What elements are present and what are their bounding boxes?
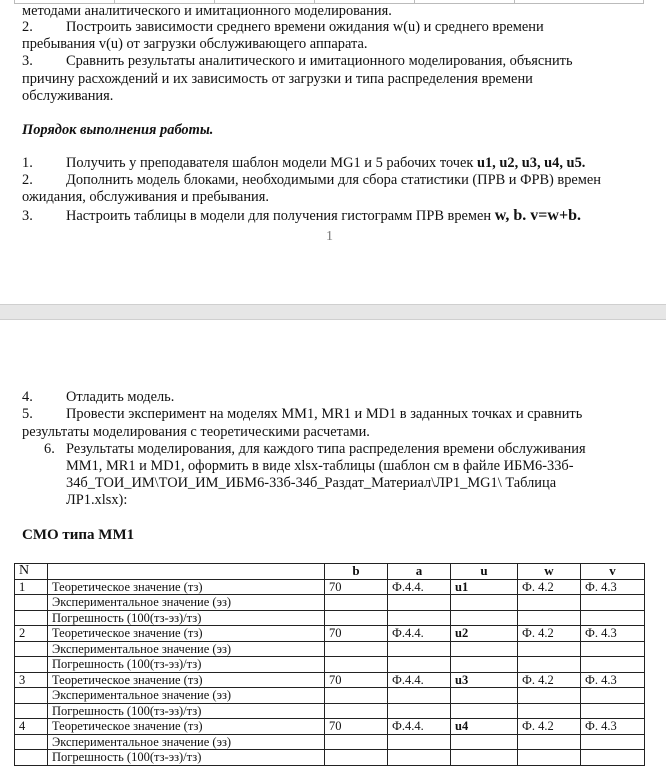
page-number: 1 [326,229,333,244]
step-1: 1. Получить у преподавателя шаблон модели MG1 и 5 рабочих точек u1, u2, u3, u4, u5. [22,155,586,171]
cell-w: Ф. 4.2 [518,672,581,688]
cell-empty [518,595,581,611]
cell-empty [518,734,581,750]
cell-empty [451,610,518,626]
table-row [15,595,645,611]
table-row [15,688,645,704]
row-number-empty [15,610,48,626]
cell-empty [388,657,451,673]
table-row [15,579,645,595]
row-number-empty [15,595,48,611]
row-label-theoretical: Теоретическое значение (тз) [48,626,325,642]
header-a: a [388,564,451,580]
cell-empty [325,610,388,626]
cell-empty [518,703,581,719]
cell-u: u4 [451,719,518,735]
cell-b: 70 [325,579,388,595]
cell-b: 70 [325,626,388,642]
row-label-experimental: Экспериментальное значение (эз) [48,688,325,704]
step-6-cont3: ЛР1.xlsx): [66,492,128,508]
cell-b: 70 [325,672,388,688]
row-number-empty [15,703,48,719]
table-title: СМО типа MM1 [22,527,135,543]
cell-empty [581,703,645,719]
cell-w: Ф. 4.2 [518,719,581,735]
row-number-empty [15,688,48,704]
row-label-theoretical: Теоретическое значение (тз) [48,719,325,735]
procedure-heading: Порядок выполнения работы. [22,122,214,138]
cell-w: Ф. 4.2 [518,626,581,642]
cell-empty [581,595,645,611]
cell-empty [388,750,451,766]
table-row [15,703,645,719]
row-number: 1 [15,579,48,595]
cell-empty [325,734,388,750]
cell-empty [451,641,518,657]
table-row [15,626,645,642]
step-5: 5. Провести эксперимент на моделях MM1, MR1 и MD1 в заданных точках и сравнить [22,406,583,422]
row-number-empty [15,734,48,750]
cell-w: Ф. 4.2 [518,579,581,595]
cell-empty [388,734,451,750]
row-number: 2 [15,626,48,642]
cell-empty [518,641,581,657]
cell-empty [388,688,451,704]
cell-empty [518,688,581,704]
header-b: b [325,564,388,580]
step-6-cont2: 34б_ТОИ_ИМ\ТОИ_ИМ_ИБМ6-33б-34б_Раздат_Материал\ЛР1_MG1\ Таблица [66,475,557,491]
cell-empty [451,657,518,673]
cell-empty [325,595,388,611]
page-break-separator [0,304,666,320]
table-row [15,657,645,673]
cell-v: Ф. 4.3 [581,672,645,688]
row-number-empty [15,657,48,673]
cell-empty [388,595,451,611]
row-label-error: Погрешность (100(тз-эз)/тз) [48,657,325,673]
row-label-experimental: Экспериментальное значение (эз) [48,595,325,611]
step-4: 4. Отладить модель. [22,389,175,405]
step-6-cont1: MM1, MR1 и MD1, оформить в виде xlsx-таблицы (шаблон см в файле ИБМ6-33б- [66,458,574,474]
cell-u: u2 [451,626,518,642]
cell-empty [388,610,451,626]
cell-empty [325,657,388,673]
cell-v: Ф. 4.3 [581,626,645,642]
cell-empty [451,703,518,719]
cell-empty [581,641,645,657]
cell-b: 70 [325,719,388,735]
cell-a: Ф.4.4. [388,719,451,735]
cell-empty [518,610,581,626]
cell-empty [388,703,451,719]
row-label-error: Погрешность (100(тз-эз)/тз) [48,610,325,626]
table-row [15,750,645,766]
goal-3-cont2: обслуживания. [22,88,114,104]
cell-empty [581,750,645,766]
cell-empty [518,750,581,766]
table-row [15,672,645,688]
step-6: 6. Результаты моделирования, для каждого типа распределения времени обслуживания [44,441,586,457]
cell-empty [581,734,645,750]
cell-empty [325,703,388,719]
cell-empty [518,657,581,673]
header-w: w [518,564,581,580]
cell-v: Ф. 4.3 [581,579,645,595]
row-label-theoretical: Теоретическое значение (тз) [48,579,325,595]
cell-u: u3 [451,672,518,688]
cell-u: u1 [451,579,518,595]
step-2: 2. Дополнить модель блоками, необходимыми для сбора статистики (ПРВ и ФРВ) времен [22,172,602,188]
row-number: 4 [15,719,48,735]
row-label-error: Погрешность (100(тз-эз)/тз) [48,703,325,719]
table-row [15,641,645,657]
cell-a: Ф.4.4. [388,579,451,595]
goal-3-cont1: причину расхождений и их зависимость от загрузки и типа распределения времени [22,71,533,87]
step-3: 3. Настроить таблицы в модели для получения гистограмм ПРВ времен w, b. v=w+b. [22,207,581,224]
cell-empty [451,688,518,704]
header-n: N [15,564,48,580]
header-label [48,564,325,580]
results-table-mm1 [14,563,645,766]
row-label-error: Погрешность (100(тз-эз)/тз) [48,750,325,766]
header-u: u [451,564,518,580]
goal-2-cont: пребывания v(u) от загрузки обслуживающего аппарата. [22,36,368,52]
row-label-theoretical: Теоретическое значение (тз) [48,672,325,688]
header-v: v [581,564,645,580]
row-label-experimental: Экспериментальное значение (эз) [48,641,325,657]
goal-2: 2. Построить зависимости среднего времени ожидания w(u) и среднего времени [22,19,544,35]
cell-a: Ф.4.4. [388,672,451,688]
cell-empty [388,641,451,657]
document-page-1 [0,0,666,304]
cell-empty [325,688,388,704]
cell-empty [325,641,388,657]
cell-empty [581,657,645,673]
cell-empty [451,750,518,766]
cell-empty [451,734,518,750]
row-number-empty [15,641,48,657]
cell-empty [325,750,388,766]
cell-v: Ф. 4.3 [581,719,645,735]
cell-empty [451,595,518,611]
table-header-row [15,564,645,580]
table-row [15,719,645,735]
row-number: 3 [15,672,48,688]
cell-empty [581,688,645,704]
goal-3: 3. Сравнить результаты аналитического и имитационного моделирования, объяснить [22,53,573,69]
cell-a: Ф.4.4. [388,626,451,642]
step-2-cont: ожидания, обслуживания и пребывания. [22,189,269,205]
table-row [15,734,645,750]
step-5-cont: результаты моделирования с теоретическими расчетами. [22,424,370,440]
cell-empty [581,610,645,626]
row-label-experimental: Экспериментальное значение (эз) [48,734,325,750]
paragraph-fragment: методами аналитического и имитационного моделирования. [22,3,392,19]
table-row [15,610,645,626]
row-number-empty [15,750,48,766]
